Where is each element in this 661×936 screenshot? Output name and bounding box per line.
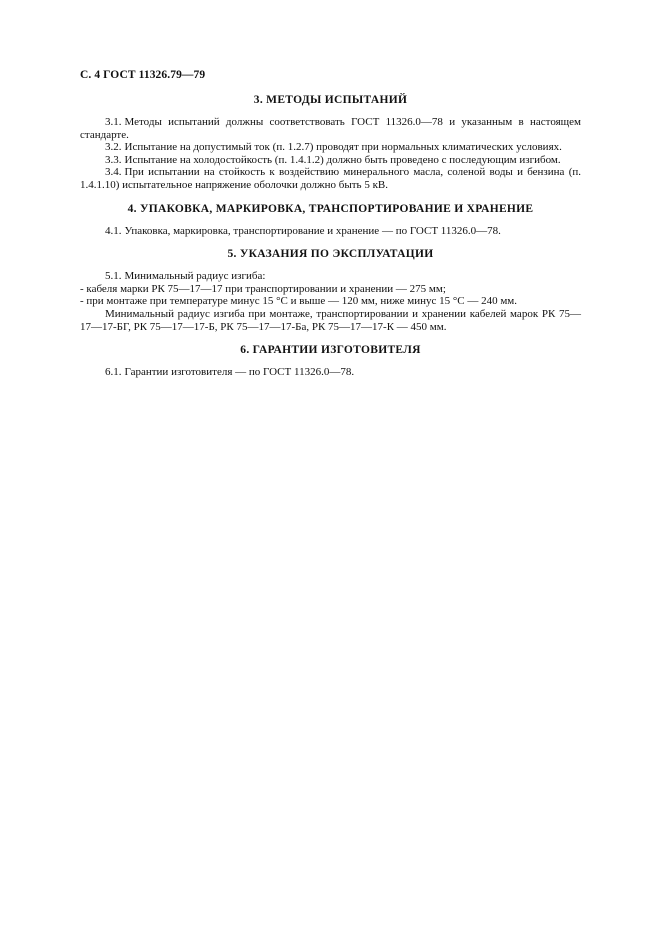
- section-title: 3. МЕТОДЫ ИСПЫТАНИЙ: [253, 94, 408, 106]
- paragraph: [80, 270, 581, 283]
- section-test-methods: [80, 93, 581, 192]
- paragraph: [80, 166, 581, 191]
- paragraph-number: 3.2.: [105, 141, 122, 154]
- paragraph-number: 4.1.: [105, 224, 122, 237]
- section-operation: [80, 247, 581, 333]
- paragraph-number: 3.3.: [105, 153, 122, 166]
- paragraph-text: Методы испытаний должны соответствовать ГОСТ 11326.0—78 и указанным в настоящем стандарте.: [80, 116, 581, 141]
- paragraph-extra: Минимальный радиус изгиба при монтаже, транспортировании и хранении кабелей марок РК 75—17—17-БГ, РК 75—17—17-Б, РК 75—17—17-Ба, РК 75—17—17-К — 450 мм.: [80, 307, 581, 333]
- paragraph-number: 3.4.: [105, 166, 122, 179]
- paragraph-text: Минимальный радиус изгиба:: [124, 270, 266, 283]
- paragraph-text: Гарантии изготовителя — по ГОСТ 11326.0—78.: [124, 366, 355, 379]
- paragraph-number: 5.1.: [105, 270, 122, 283]
- paragraph-text: Упаковка, маркировка, транспортирование и хранение — по ГОСТ 11326.0—78.: [124, 224, 501, 237]
- section-title: 4. УПАКОВКА, МАРКИРОВКА, ТРАНСПОРТИРОВАНИЕ И ХРАНЕНИЕ: [127, 202, 534, 215]
- document-content: [80, 93, 581, 389]
- paragraph: [80, 116, 581, 141]
- section-packaging: [80, 202, 581, 238]
- paragraph-text: Испытание на допустимый ток (п. 1.2.7) проводят при нормальных климатических условиях.: [124, 141, 562, 154]
- paragraph-number: 3.1.: [105, 116, 122, 128]
- paragraph: [80, 225, 581, 238]
- paragraph: [80, 366, 581, 379]
- page-header: С. 4 ГОСТ 11326.79—79: [80, 69, 206, 81]
- paragraph-number: 6.1.: [105, 366, 122, 379]
- paragraph-text: При испытании на стойкость к воздействию минерального масла, соленой воды и бензина (п. 1.4.1.10) испытательное напряжение оболочки должно быть 5 кВ.: [80, 166, 581, 191]
- section-title: 5. УКАЗАНИЯ ПО ЭКСПЛУАТАЦИИ: [227, 248, 434, 261]
- section-body: [80, 225, 581, 238]
- section-body: [80, 270, 581, 333]
- section-body: [80, 366, 581, 379]
- paragraph: [80, 154, 581, 167]
- list-item: - при монтаже при температуре минус 15 °С и выше — 120 мм, ниже минус 15 °С — 240 мм.: [80, 295, 518, 308]
- section-warranty: [80, 343, 581, 379]
- paragraph: [80, 141, 581, 154]
- list-item: - кабеля марки РК 75—17—17 при транспортировании и хранении — 275 мм;: [80, 282, 446, 295]
- paragraph-text: Испытание на холодостойкость (п. 1.4.1.2) должно быть проведено с последующим изгибом.: [124, 153, 561, 166]
- section-title: 6. ГАРАНТИИ ИЗГОТОВИТЕЛЯ: [240, 344, 421, 357]
- section-body: [80, 116, 581, 192]
